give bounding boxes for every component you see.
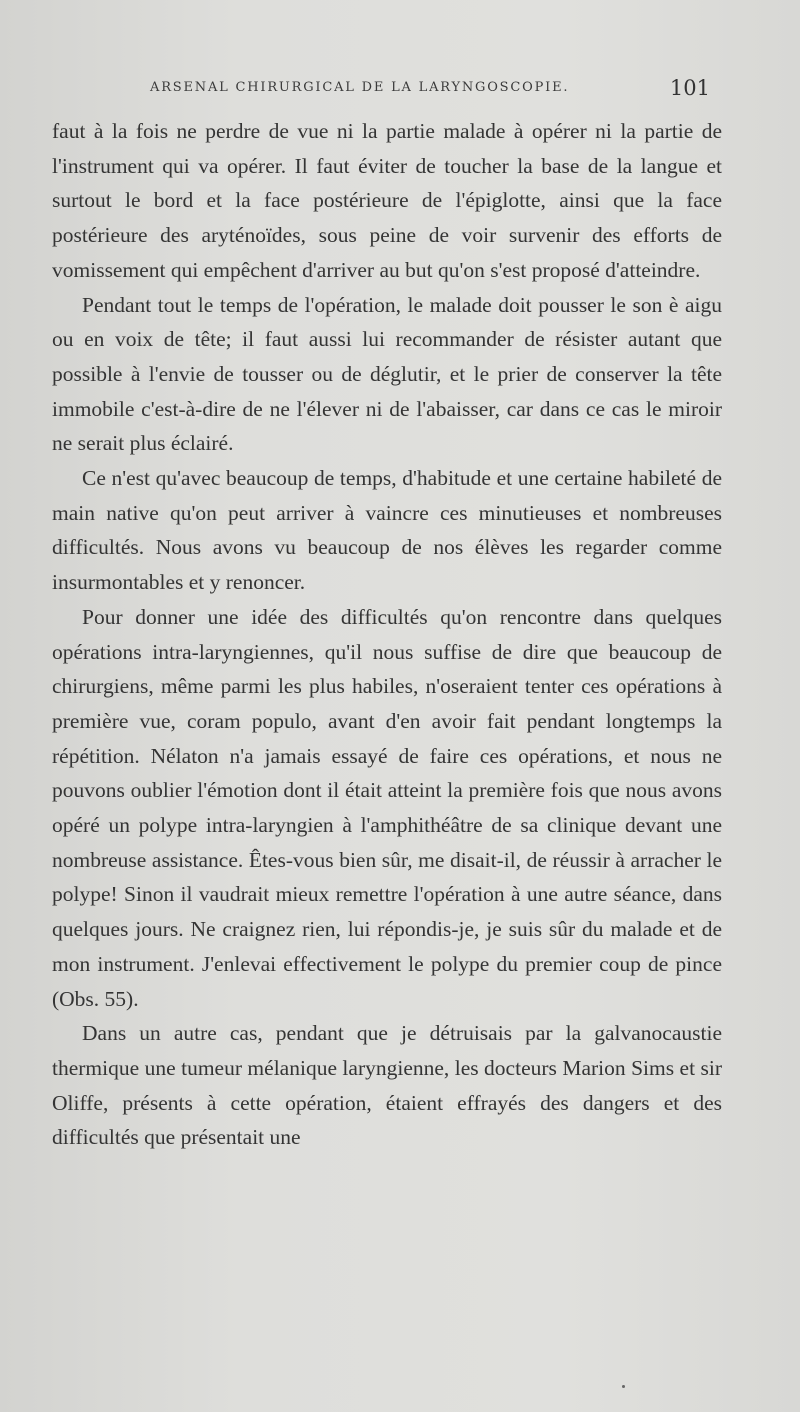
- running-header: [150, 76, 710, 104]
- paper-speck: [622, 1385, 625, 1388]
- body-text: [52, 114, 722, 1155]
- paragraph-2: Pendant tout le temps de l'opération, le malade doit pousser le son è aigu ou en voix de tête; il faut aussi lui recommander de résister autant que possible à l'envie de tousser ou de déglutir, et le prier de conserver la tête immobile c'est-à-dire de ne l'élever ni de l'abaisser, car dans ce cas le miroir ne serait plus éclairé.: [52, 292, 722, 456]
- paragraph-3: Ce n'est qu'avec beaucoup de temps, d'habitude et une certaine habileté de main native qu'on peut arriver à vaincre ces minutieuses et nombreuses difficultés. Nous avons vu beaucoup de nos élèves les regarder comme insurmontables et y renoncer.: [52, 466, 722, 595]
- paragraph-1: faut à la fois ne perdre de vue ni la partie malade à opérer ni la partie de l'instrument qui va opérer. Il faut éviter de toucher la base de la langue et surtout le bord et la face postérieure de l'épiglotte, ainsi que la face postérieure des aryténoïdes, sous peine de voir survenir des efforts de vomissement qui empêchent d'arriver au but qu'on s'est proposé d'atteindre.: [52, 119, 722, 282]
- paragraph-5: Dans un autre cas, pendant que je détruisais par la galvanocaustie thermique une tumeur mélanique laryngienne, les docteurs Marion Sims et sir Oliffe, présents à cette opération, étaient effrayés des dangers et des difficultés que présentait une: [52, 1021, 722, 1150]
- page-number: 101: [669, 76, 710, 100]
- running-title: ARSENAL CHIRURGICAL DE LA LARYNGOSCOPIE.: [150, 80, 570, 95]
- paragraph-4: Pour donner une idée des difficultés qu'on rencontre dans quelques opérations intra-laryngiennes, qu'il nous suffise de dire que beaucoup de chirurgiens, même parmi les plus habiles, n'oseraient tenter ces opérations à première vue, coram populo, avant d'en avoir fait pendant longtemps la répétition. Nélaton n'a jamais essayé de faire ces opérations, et nous ne pouvons oublier l'émotion dont il était atteint la première fois que nous avons opéré un polype intra-laryngien à l'amphithéâtre de sa clinique devant une nombreuse assistance. Êtes-vous bien sûr, me disait-il, de réussir à arracher le polype! Sinon il vaudrait mieux remettre l'opération à une autre séance, dans quelques jours. Ne craignez rien, lui répondis-je, je suis sûr du malade et de mon instrument. J'enlevai effectivement le polype du premier coup de pince (Obs. 55).: [52, 604, 722, 1011]
